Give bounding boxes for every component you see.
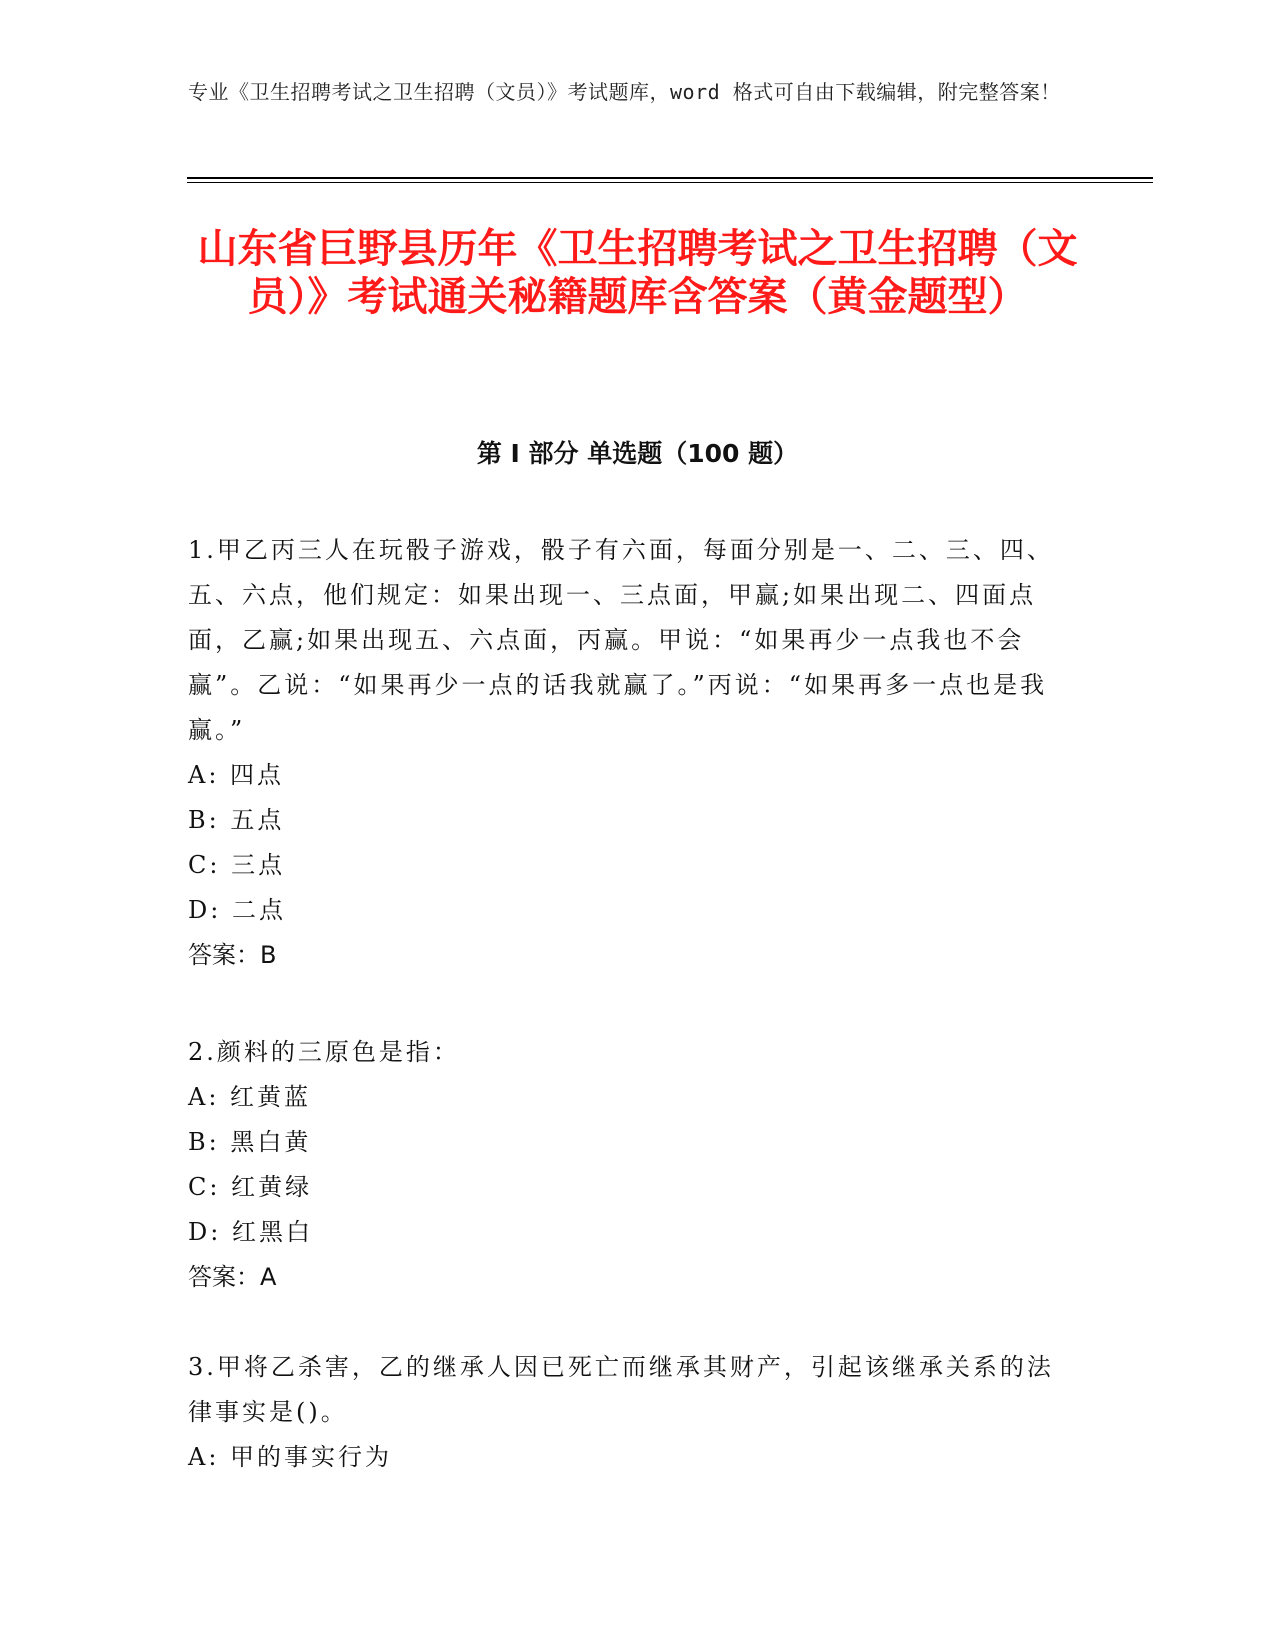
option-c: C: 三点 [188,851,286,879]
option-c: C: 红黄绿 [188,1173,313,1201]
header-divider [187,177,1153,179]
document-title: 山东省巨野县历年《卫生招聘考试之卫生招聘（文员）》考试通关秘籍题库含答案（黄金题型） [197,226,1078,320]
question-3 [188,1345,1068,1480]
option-b: B: 五点 [188,806,285,834]
header-note: 专业《卫生招聘考试之卫生招聘（文员）》考试题库，word 格式可自由下载编辑，附完整答案！ [188,80,1061,104]
question-2 [188,1030,1068,1300]
header-divider-thin [187,182,1153,183]
question-1 [188,528,1068,978]
question-stem: 3.甲将乙杀害，乙的继承人因已死亡而继承其财产，引起该继承关系的法律事实是()。 [188,1353,1054,1426]
answer: 答案：A [188,1263,277,1291]
section-heading: 第 I 部分 单选题（100 题） [476,439,799,468]
option-a: A: 甲的事实行为 [188,1443,393,1471]
option-d: D: 红黑白 [188,1218,313,1246]
option-a: A: 四点 [188,761,285,789]
option-d: D: 二点 [188,896,286,924]
question-stem: 2.颜料的三原色是指： [188,1038,460,1066]
option-b: B: 黑白黄 [188,1128,312,1156]
question-stem: 1.甲乙丙三人在玩骰子游戏，骰子有六面，每面分别是一、二、三、四、五、六点，他们规定：如果出现一、三点面，甲赢;如果出现二、四面点面，乙赢;如果出现五、六点面，丙赢。甲说：“如果再少一点我也不会赢”。乙说：“如果再少一点的话我就赢了。”丙说：“如果再多一点也是我赢。” [188,536,1054,744]
option-a: A: 红黄蓝 [188,1083,312,1111]
answer: 答案：B [188,941,277,969]
